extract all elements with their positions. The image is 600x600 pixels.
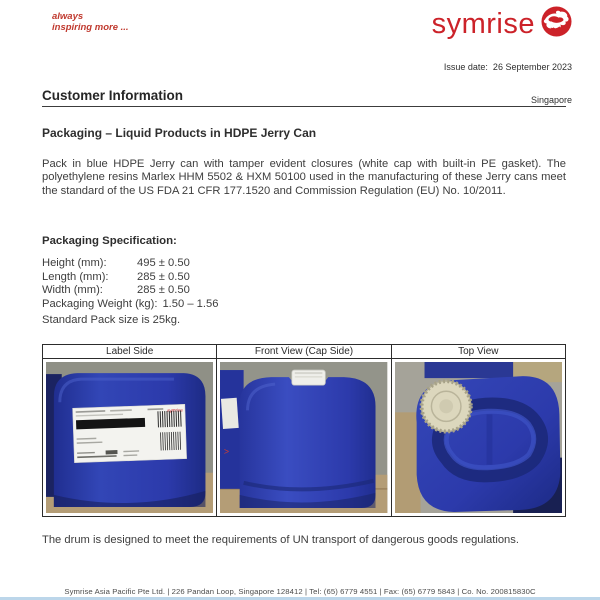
title-divider [42,106,566,107]
spec-value: 285 ± 0.50 [137,284,190,297]
spec-value: 495 ± 0.50 [137,257,190,269]
document-subtitle: Packaging – Liquid Products in HDPE Jerry Can [42,126,317,140]
issue-location: Singapore [530,95,572,105]
white-cap [292,370,325,385]
svg-text:>: > [224,446,230,457]
spec-label: Length (mm): [42,270,109,283]
photo-label-side [43,359,217,516]
footer-address: Symrise Asia Pacific Pte Ltd. | 226 Pandan Loop, Singapore 128412 | Tel: (65) 6779 4551 | Fax: (65) 6779 5843 | Co. No. 200815830C [64,587,536,596]
spec-label: Packaging Weight (kg): [42,297,158,310]
spec-label: Width (mm): [42,284,103,297]
spec-value: 285 ± 0.50 [137,270,190,283]
white-cap [421,381,470,431]
spec-row-length [42,271,566,285]
tagline-line1: always [52,11,84,22]
symrise-logo [432,6,572,42]
spec-heading: Packaging Specification: [42,235,177,247]
spec-value: 1.50 – 1.56 [162,297,219,310]
issue-date-block [444,40,572,128]
jerry-can-top-view-image [395,362,562,513]
column-header-label-side: Label Side [43,345,217,358]
photo-front-view [217,359,391,516]
product-label [73,404,187,462]
spec-row-weight [42,298,566,312]
column-header-front-view: Front View (Cap Side) [217,345,391,358]
tagline-line2: inspiring more ... [52,22,129,33]
photo-table-header [43,345,565,359]
spec-row-height [42,257,566,271]
label-brand-text: symrise [167,407,183,413]
spec-list [42,257,566,311]
jerry-can-label-side-image [46,362,213,513]
issue-date: Issue date: 26 September 2023 [443,62,572,72]
symrise-wordmark: symrise [431,8,535,40]
spec-row-width [42,284,566,298]
photo-table-row [43,359,565,516]
packaging-photo-table [42,344,566,517]
pack-size-note: Standard Pack size is 25kg. [42,314,181,326]
section-title: Customer Information [42,88,184,103]
closing-paragraph: The drum is designed to meet the requirements of UN transport of dangerous goods regulations. [42,534,519,546]
photo-top-view [392,359,565,516]
brand-tagline [52,11,129,33]
column-header-top-view: Top View [458,346,499,357]
intro-paragraph: Pack in blue HDPE Jerry can with tamper evident closures (white cap with built-in PE gasket). The polyethylene resins Marlex HHM 5502 & HXM 50100 used in the manufacturing of these Jerry cans meet the standard of the US FDA 21 CFR 177.1520 and Commission Regulation (EU) No. 10/2011. [42,158,566,197]
jerry-can-front-view-image [220,362,387,513]
spec-label: Height (mm): [42,257,107,269]
globe-icon [541,6,572,42]
